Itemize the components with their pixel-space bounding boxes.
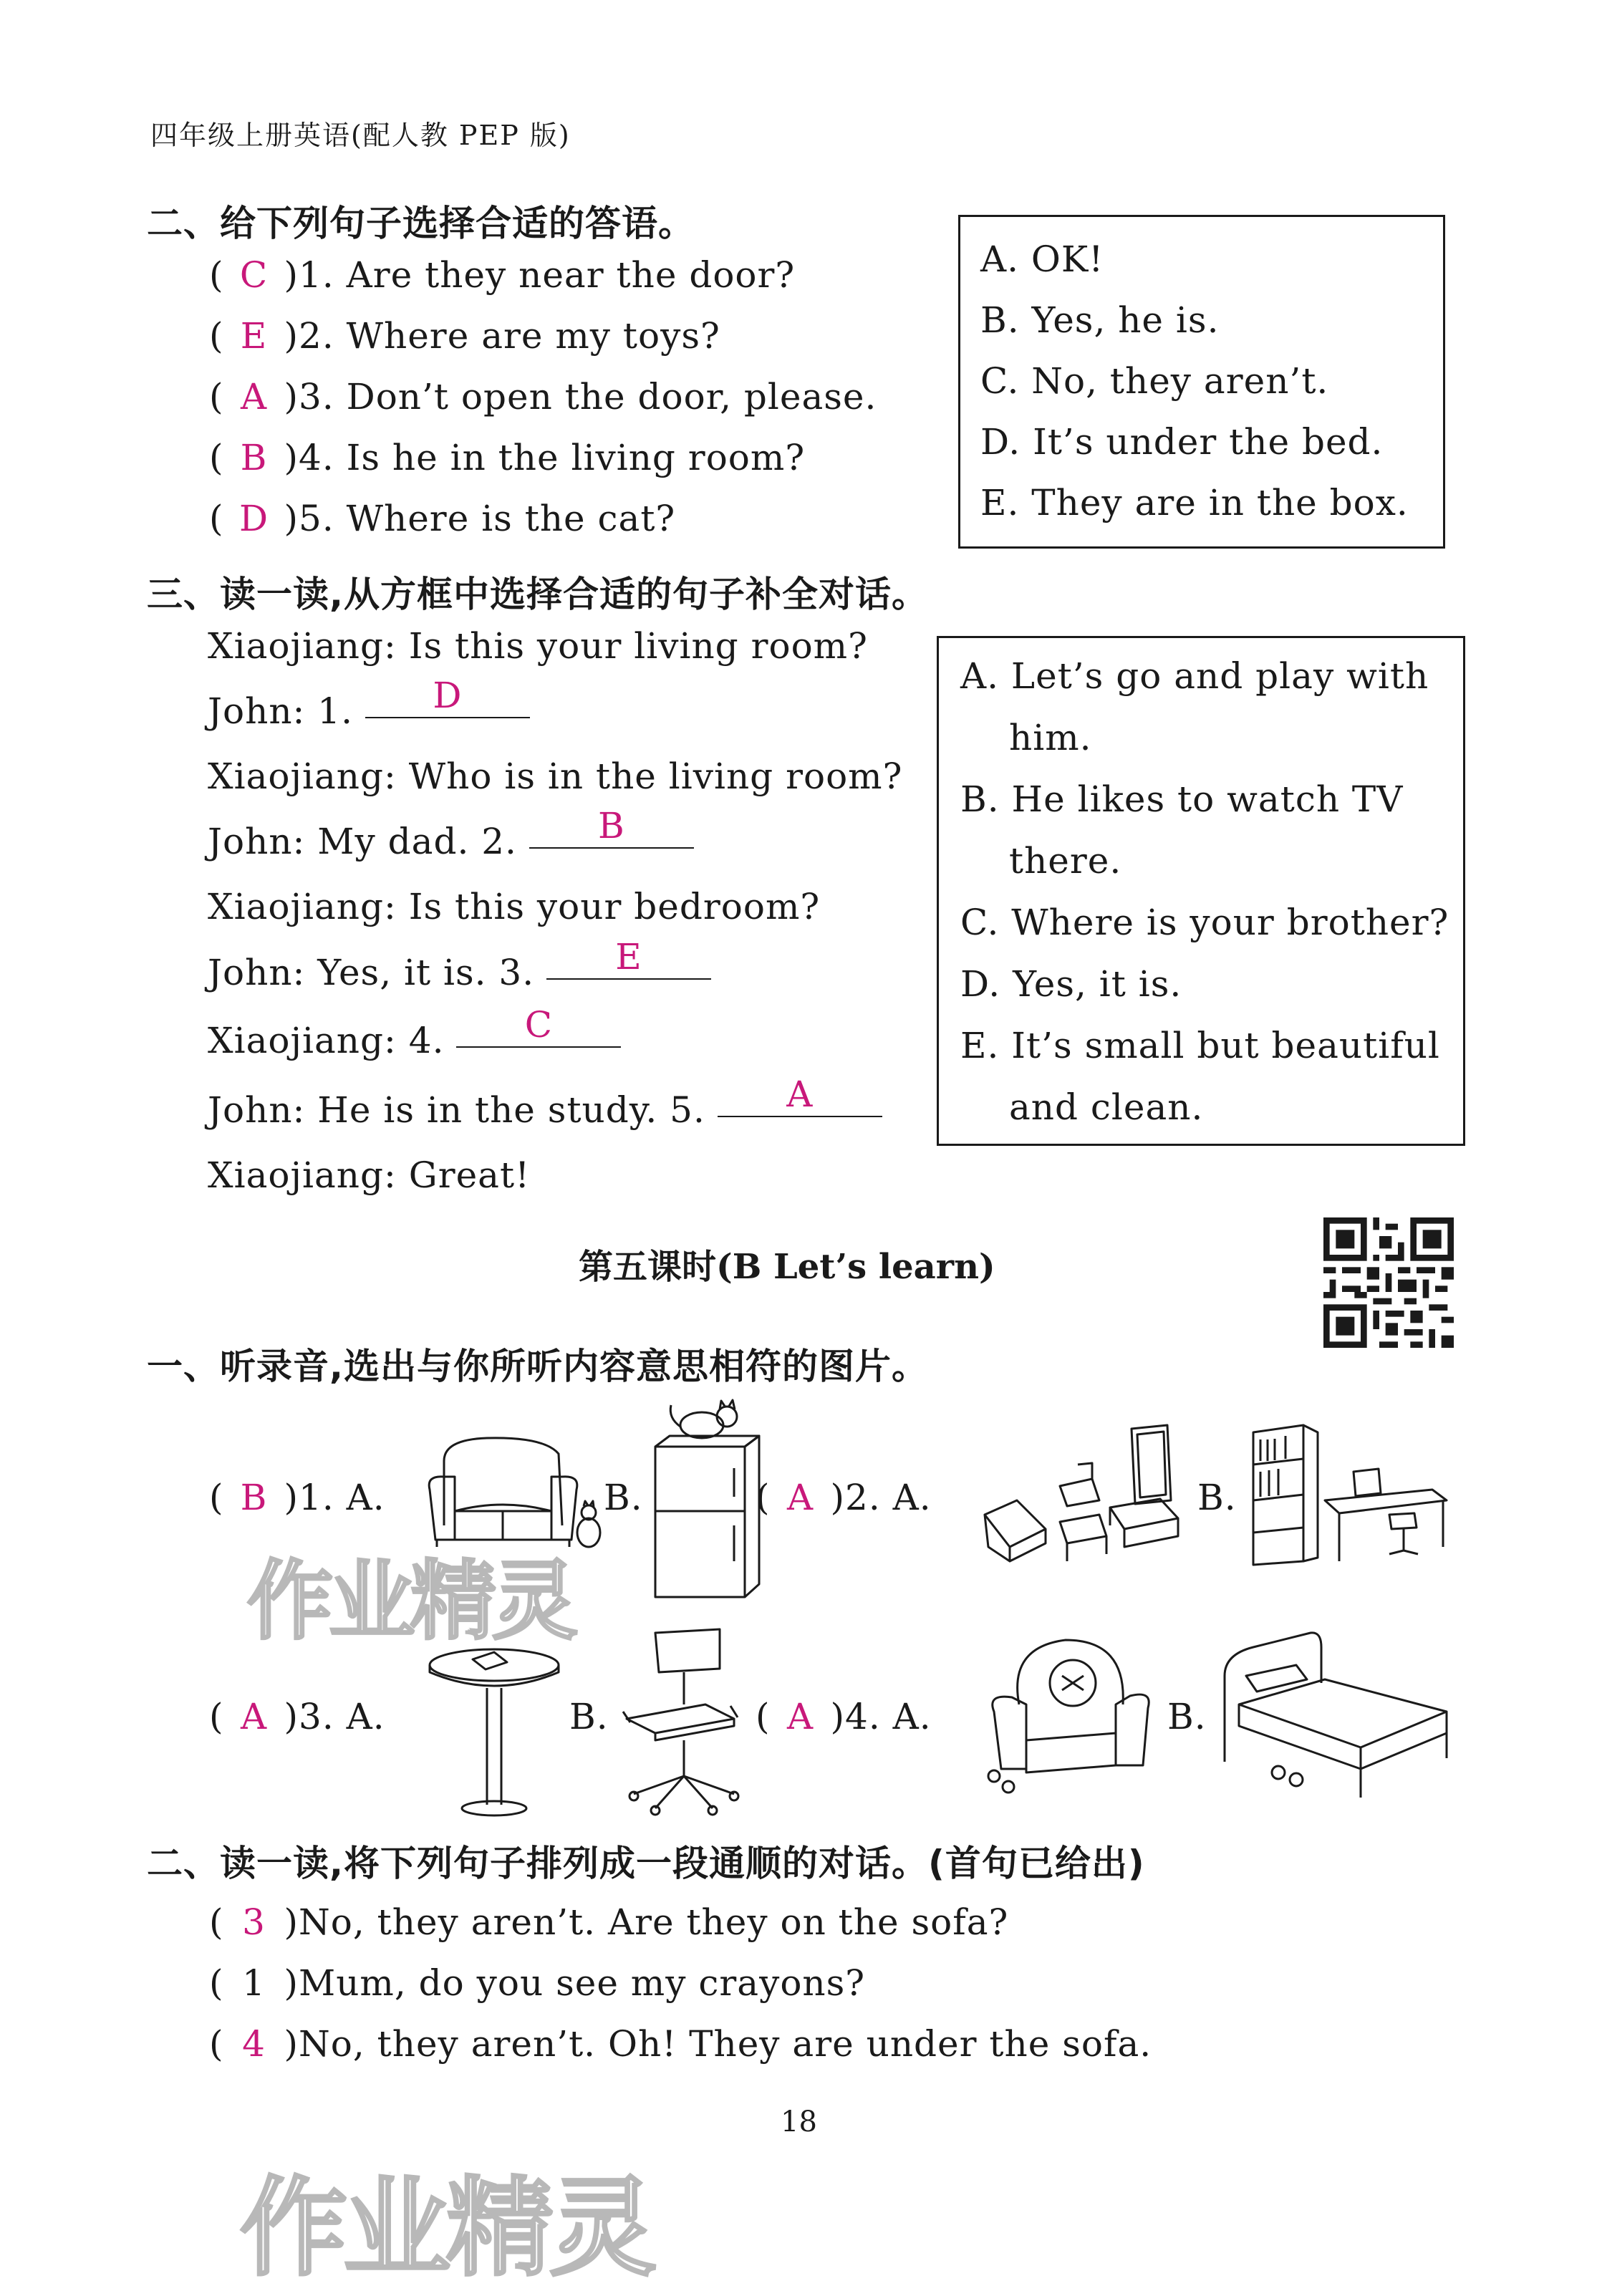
section2-options-box — [958, 215, 1445, 549]
dialog-line-4: John: My dad. 2. B — [208, 820, 694, 864]
option-b: B. Yes, he is. — [980, 299, 1220, 341]
section2-title: 二、给下列句子选择合适的答语。 — [147, 203, 695, 244]
section3-title: 三、读一读,从方框中选择合适的句子补全对话。 — [147, 574, 928, 615]
page-number: 18 — [781, 2106, 817, 2138]
order-title: 二、读一读,将下列句子排列成一段通顺的对话。(首句已给出) — [147, 1843, 1145, 1884]
section3-options-box — [937, 636, 1465, 1146]
option-c: C. No, they aren’t. — [980, 360, 1329, 402]
answer: 3 — [242, 1901, 266, 1943]
section2-item-3: ( A )3. Don’t open the door, please. — [209, 376, 877, 418]
order-item-2: ( 1 )Mum, do you see my crayons? — [209, 1962, 866, 2004]
round-table-picture — [423, 1644, 566, 1819]
listen-item-3-b-label: B. — [569, 1696, 609, 1737]
watermark-logo-bottom: 作业精灵 — [240, 2166, 653, 2291]
listen-item-4: ( A )4. A. — [756, 1696, 932, 1737]
option-a-line2: him. — [1009, 717, 1092, 758]
dialog-line-1: Xiaojiang: Is this your living room? — [208, 625, 868, 667]
option-e-line2: and clean. — [1009, 1086, 1204, 1128]
answer-blank-4: C — [456, 1003, 621, 1048]
option-c: C. Where is your brother? — [960, 902, 1449, 943]
answer: A — [240, 376, 268, 418]
option-d: D. Yes, it is. — [960, 963, 1182, 1005]
answer: 4 — [242, 2023, 266, 2065]
answer: A — [786, 1477, 814, 1518]
fridge-with-cat-picture — [641, 1397, 766, 1601]
answer: D — [238, 498, 269, 539]
listen-item-1: ( B )1. A. — [209, 1477, 385, 1518]
living-room-furniture-picture — [974, 1422, 1189, 1572]
answer-blank-1: D — [365, 674, 530, 718]
section2-item-1: ( C )1. Are they near the door? — [209, 254, 796, 296]
dialog-line-9: Xiaojiang: Great! — [208, 1154, 531, 1196]
dialog-line-2: John: 1. D — [208, 690, 530, 734]
answer: E — [240, 315, 268, 357]
option-a-line1: A. Let’s go and play with — [960, 655, 1429, 697]
section2-item-5: ( D )5. Where is the cat? — [209, 498, 676, 539]
option-e: E. They are in the box. — [980, 482, 1409, 524]
answer: A — [786, 1696, 814, 1737]
option-a: A. OK! — [980, 238, 1104, 280]
listen-item-3: ( A )3. A. — [209, 1696, 385, 1737]
dialog-line-7: Xiaojiang: 4. C — [208, 1019, 621, 1063]
office-chair-picture — [612, 1626, 748, 1819]
watermark-logo: 作业精灵 — [247, 1552, 574, 1651]
answer: B — [240, 1477, 268, 1518]
option-b-line1: B. He likes to watch TV — [960, 778, 1404, 820]
order-item-3: ( 4 )No, they aren’t. Oh! They are under the sofa. — [209, 2023, 1152, 2065]
qr-code-icon[interactable] — [1323, 1217, 1454, 1348]
study-room-picture — [1246, 1422, 1454, 1572]
option-e-line1: E. It’s small but beautiful — [960, 1025, 1440, 1066]
answer-blank-2: B — [529, 804, 694, 849]
answer-blank-3: E — [546, 935, 711, 980]
given-number: 1 — [242, 1962, 266, 2004]
answer: A — [240, 1696, 268, 1737]
dialog-line-3: Xiaojiang: Who is in the living room? — [208, 756, 903, 797]
page-header: 四年级上册英语(配人教 PEP 版) — [150, 120, 571, 151]
bed-with-shoes-picture — [1217, 1626, 1454, 1812]
listen-item-4-b-label: B. — [1167, 1696, 1207, 1737]
answer: B — [240, 437, 268, 478]
dialog-line-5: Xiaojiang: Is this your bedroom? — [208, 886, 821, 927]
section2-item-2: ( E )2. Where are my toys? — [209, 315, 720, 357]
lesson-title: 第五课时(B Let’s learn) — [579, 1247, 995, 1287]
order-item-1: ( 3 )No, they aren’t. Are they on the sofa? — [209, 1901, 1009, 1943]
dialog-line-6: John: Yes, it is. 3. E — [208, 951, 711, 995]
answer-blank-5: A — [718, 1073, 882, 1117]
option-b-line2: there. — [1009, 840, 1122, 882]
answer: C — [239, 254, 269, 296]
listen-item-1-b-label: B. — [604, 1477, 643, 1518]
listen-item-2: ( A )2. A. — [756, 1477, 932, 1518]
listen-item-2-b-label: B. — [1197, 1477, 1237, 1518]
armchair-with-shoes-picture — [973, 1633, 1167, 1798]
section2-item-4: ( B )4. Is he in the living room? — [209, 437, 806, 478]
option-d: D. It’s under the bed. — [980, 421, 1384, 463]
dialog-line-8: John: He is in the study. 5. A — [208, 1089, 882, 1133]
listen-title: 一、听录音,选出与你所听内容意思相符的图片。 — [147, 1346, 928, 1387]
